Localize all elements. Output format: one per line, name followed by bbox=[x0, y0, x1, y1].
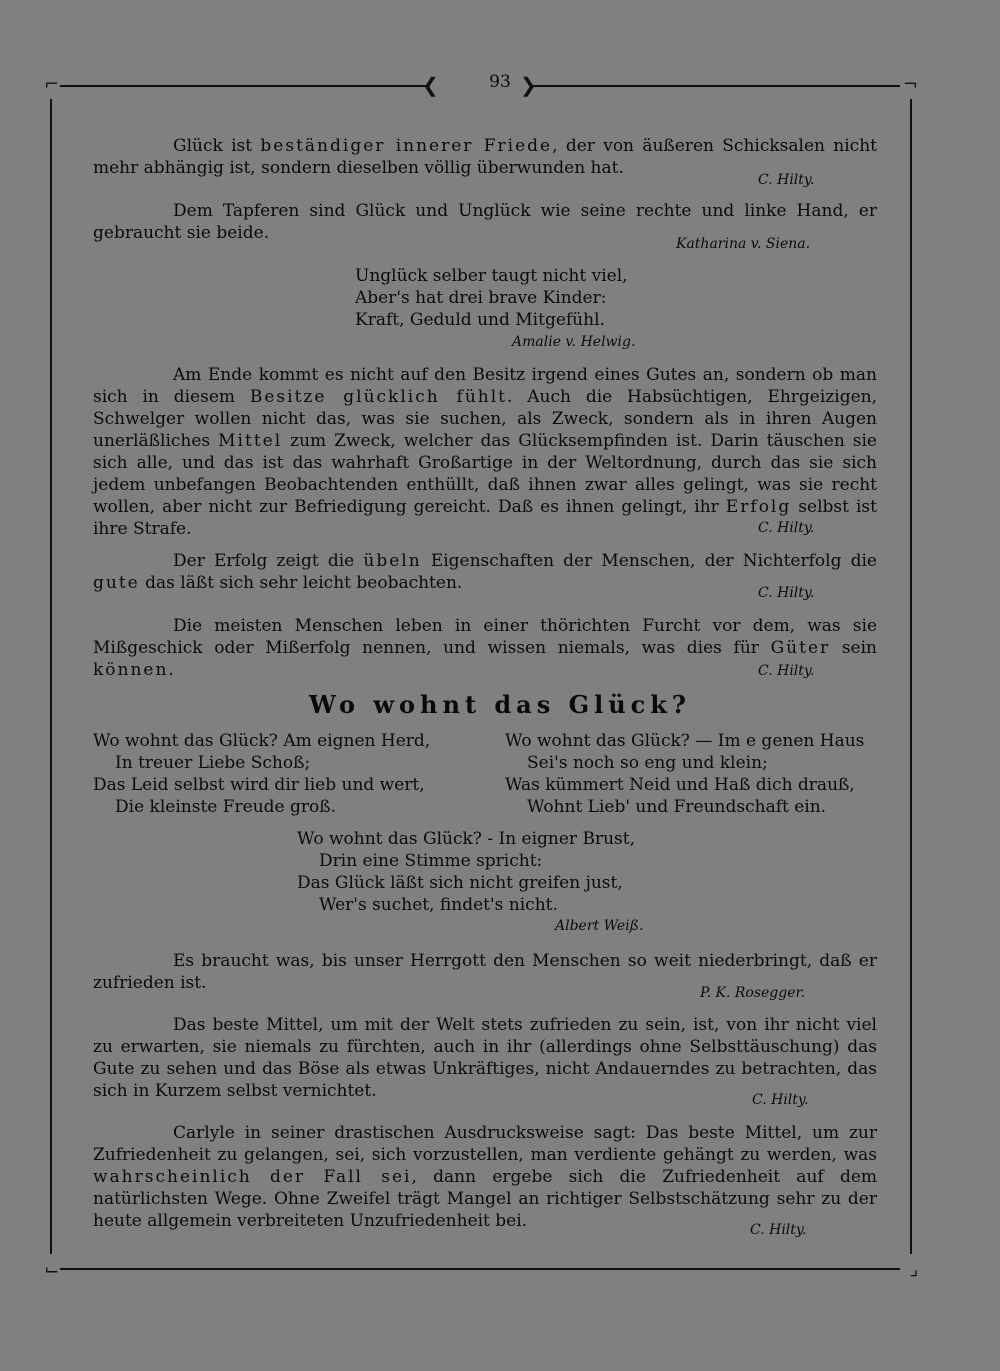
poem-right-stanza bbox=[505, 730, 864, 818]
page-number: 93 bbox=[489, 72, 511, 92]
scroll-ornament-icon: ❮ bbox=[422, 73, 439, 97]
verse-block bbox=[355, 265, 628, 331]
quote-7: Es braucht was, bis unser Herrgott den Menschen so weit niederbringt, daß er zufrieden ist. bbox=[93, 951, 877, 993]
verse-line: Kraft, Geduld und Mitgefühl. bbox=[355, 310, 605, 330]
poem-line: Die kleinste Freude groß. bbox=[115, 797, 337, 817]
poem-line: Wo wohnt das Glück? — Im e genen Haus bbox=[505, 731, 865, 751]
verse-line: Unglück selber taugt nicht viel, bbox=[355, 266, 628, 286]
poem-line: Wer's suchet, findet's nicht. bbox=[319, 895, 558, 915]
section-heading: Wo wohnt das Glück? bbox=[309, 690, 691, 719]
quote-1: Glück ist beständiger innerer Friede, der von äußeren Schicksalen nicht mehr abhängig ist, sondern dieselben völlig überwunden hat. bbox=[93, 136, 877, 178]
poem-line: Das Leid selbst wird dir lieb und wert, bbox=[93, 775, 425, 795]
corner-ornament-icon: ⌟ bbox=[909, 1259, 918, 1280]
poem-line: Wo wohnt das Glück? - In eigner Brust, bbox=[297, 829, 635, 849]
poem-center-stanza bbox=[297, 828, 635, 916]
quote-8-author: C. Hilty. bbox=[752, 1092, 809, 1108]
corner-ornament-icon: ⌙ bbox=[44, 1259, 60, 1280]
poem-line: Das Glück läßt sich nicht greifen just, bbox=[297, 873, 623, 893]
scroll-ornament-icon: ❯ bbox=[520, 73, 537, 97]
poem-line: Wo wohnt das Glück? Am eignen Herd, bbox=[93, 731, 431, 751]
quote-4-author: C. Hilty. bbox=[758, 520, 815, 536]
poem-left-stanza bbox=[93, 730, 430, 818]
quote-5: Der Erfolg zeigt die übeln Eigenschaften der Menschen, der Nichterfolg die gute das läßt sich sehr leicht beobachten. bbox=[93, 551, 877, 593]
quote-8: Das beste Mittel, um mit der Welt stets zufrieden zu sein, ist, von ihr nicht viel zu erwarten, sie niemals zu fürchten, auch in ihr (allerdings ohne Selbsttäuschung) das Gute zu sehen und das Böse als etwas Unkräftiges, nicht Andauerndes zu betrachten, das sich in Kurzem selbst vernichtet. bbox=[93, 1015, 877, 1101]
verse-author: Amalie v. Helwig. bbox=[512, 334, 636, 350]
poem-line: Wohnt Lieb' und Freundschaft ein. bbox=[527, 797, 827, 817]
quote-5-author: C. Hilty. bbox=[758, 585, 815, 601]
quote-2: Dem Tapferen sind Glück und Unglück wie seine rechte und linke Hand, er gebraucht sie beide. bbox=[93, 201, 877, 243]
quote-4: Am Ende kommt es nicht auf den Besitz irgend eines Gutes an, sondern ob man sich in diesem Besitze glücklich fühlt. Auch die Habsüchtigen, Ehrgeizigen, Schwelger wollen nicht das, was sie suchen, als Zweck, sondern als in ihren Augen unerläßliches Mittel zum Zweck, welcher das Glücksempfinden ist. Darin täuschen sie sich alle, und das ist das wahrhaft Großartige in der Weltordnung, durch das sie sich jedem unbefangen Beobachtenden enthüllt, daß ihnen zwar alles gelingt, was sie recht wollen, aber nicht zur Befriedigung gereicht. Daß es ihnen gelingt, ihr Erfolg selbst ist ihre Strafe. bbox=[93, 365, 877, 539]
poem-line: Sei's noch so eng und klein; bbox=[527, 753, 768, 773]
quote-6: Die meisten Menschen leben in einer thörichten Furcht vor dem, was sie Mißgeschick oder Mißerfolg nennen, und wissen niemals, was dies für Güter sein können. bbox=[93, 616, 877, 680]
quote-1-author: C. Hilty. bbox=[758, 172, 815, 188]
quote-9: Carlyle in seiner drastischen Ausdrucksweise sagt: Das beste Mittel, um zur Zufriedenheit zu gelangen, sei, sich vorzustellen, man verdiente gehängt zu werden, was wahrscheinlich der Fall sei, dann ergebe sich die Zufriedenheit auf dem natürlichsten Wege. Ohne Zweifel trägt Mangel an richtiger Selbstschätzung sehr zu der heute allgemein verbreiteten Unzufriedenheit bei. bbox=[93, 1123, 878, 1231]
quote-7-author: P. K. Rosegger. bbox=[700, 985, 806, 1001]
verse-line: Aber's hat drei brave Kinder: bbox=[355, 288, 607, 308]
quote-9-author: C. Hilty. bbox=[750, 1222, 807, 1238]
poem-line: Was kümmert Neid und Haß dich drauß, bbox=[505, 775, 855, 795]
corner-ornament-icon: ¬ bbox=[902, 74, 918, 95]
poem-author: Albert Weiß. bbox=[555, 918, 644, 934]
poem-line: Drin eine Stimme spricht: bbox=[319, 851, 543, 871]
corner-ornament-icon: ⌐ bbox=[44, 74, 60, 95]
quote-6-author: C. Hilty. bbox=[758, 663, 815, 679]
poem-line: In treuer Liebe Schoß; bbox=[115, 753, 311, 773]
quote-2-author: Katharina v. Siena. bbox=[676, 236, 811, 252]
